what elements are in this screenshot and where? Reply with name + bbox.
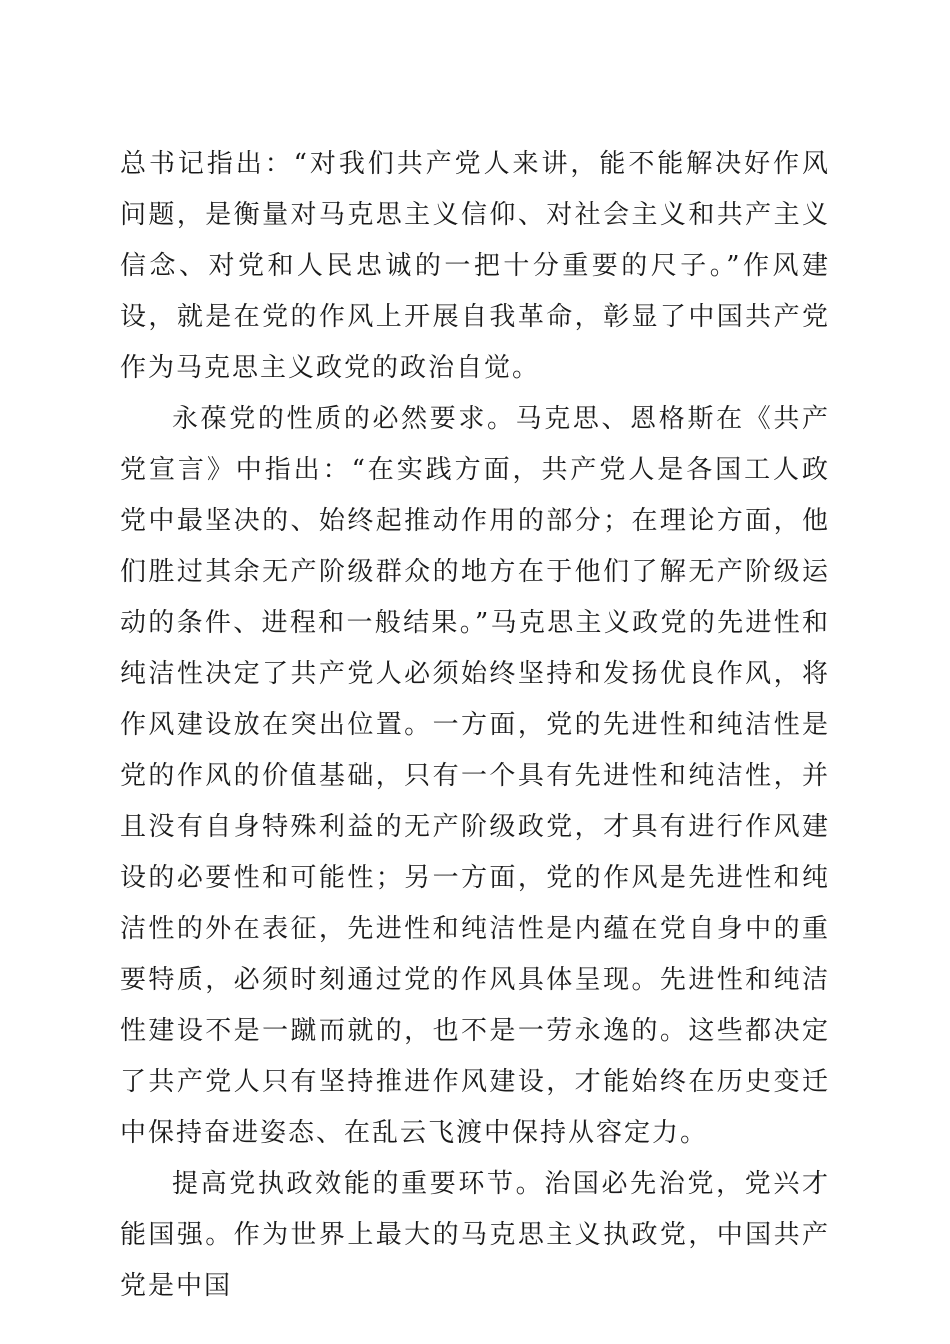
paragraph-2: 永葆党的性质的必然要求。马克思、恩格斯在《共产党宣言》中指出：“在实践方面，共产党人是各国工人政党中最坚决的、始终起推动作用的部分；在理论方面，他们胜过其余无产阶级群众的地方在于他们了解无产阶级运动的条件、进程和一般结果。”马克思主义政党的先进性和纯洁性决定了共产党人必须始终坚持和发扬优良作风，将作风建设放在突出位置。一方面，党的先进性和纯洁性是党的作风的价值基础，只有一个具有先进性和纯洁性，并且没有自身特殊利益的无产阶级政党，才具有进行作风建设的必要性和可能性；另一方面，党的作风是先进性和纯洁性的外在表征，先进性和纯洁性是内蕴在党自身中的重要特质，必须时刻通过党的作风具体呈现。先进性和纯洁性建设不是一蹴而就的，也不是一劳永逸的。这些都决定了共产党人只有坚持推进作风建设，才能始终在历史变迁中保持奋进姿态、在乱云飞渡中保持从容定力。 [120, 404, 830, 1148]
paragraph-1: 总书记指出：“对我们共产党人来讲，能不能解决好作风问题，是衡量对马克思主义信仰、对社会主义和共产主义信念、对党和人民忠诚的一把十分重要的尺子。”作风建设，就是在党的作风上开展自我革命，彰显了中国共产党作为马克思主义政党的政治自觉。 [120, 149, 830, 383]
document-body [120, 139, 830, 1312]
paragraph-3: 提高党执政效能的重要环节。治国必先治党，党兴才能国强。作为世界上最大的马克思主义执政党，中国共产党是中国 [120, 1169, 830, 1301]
